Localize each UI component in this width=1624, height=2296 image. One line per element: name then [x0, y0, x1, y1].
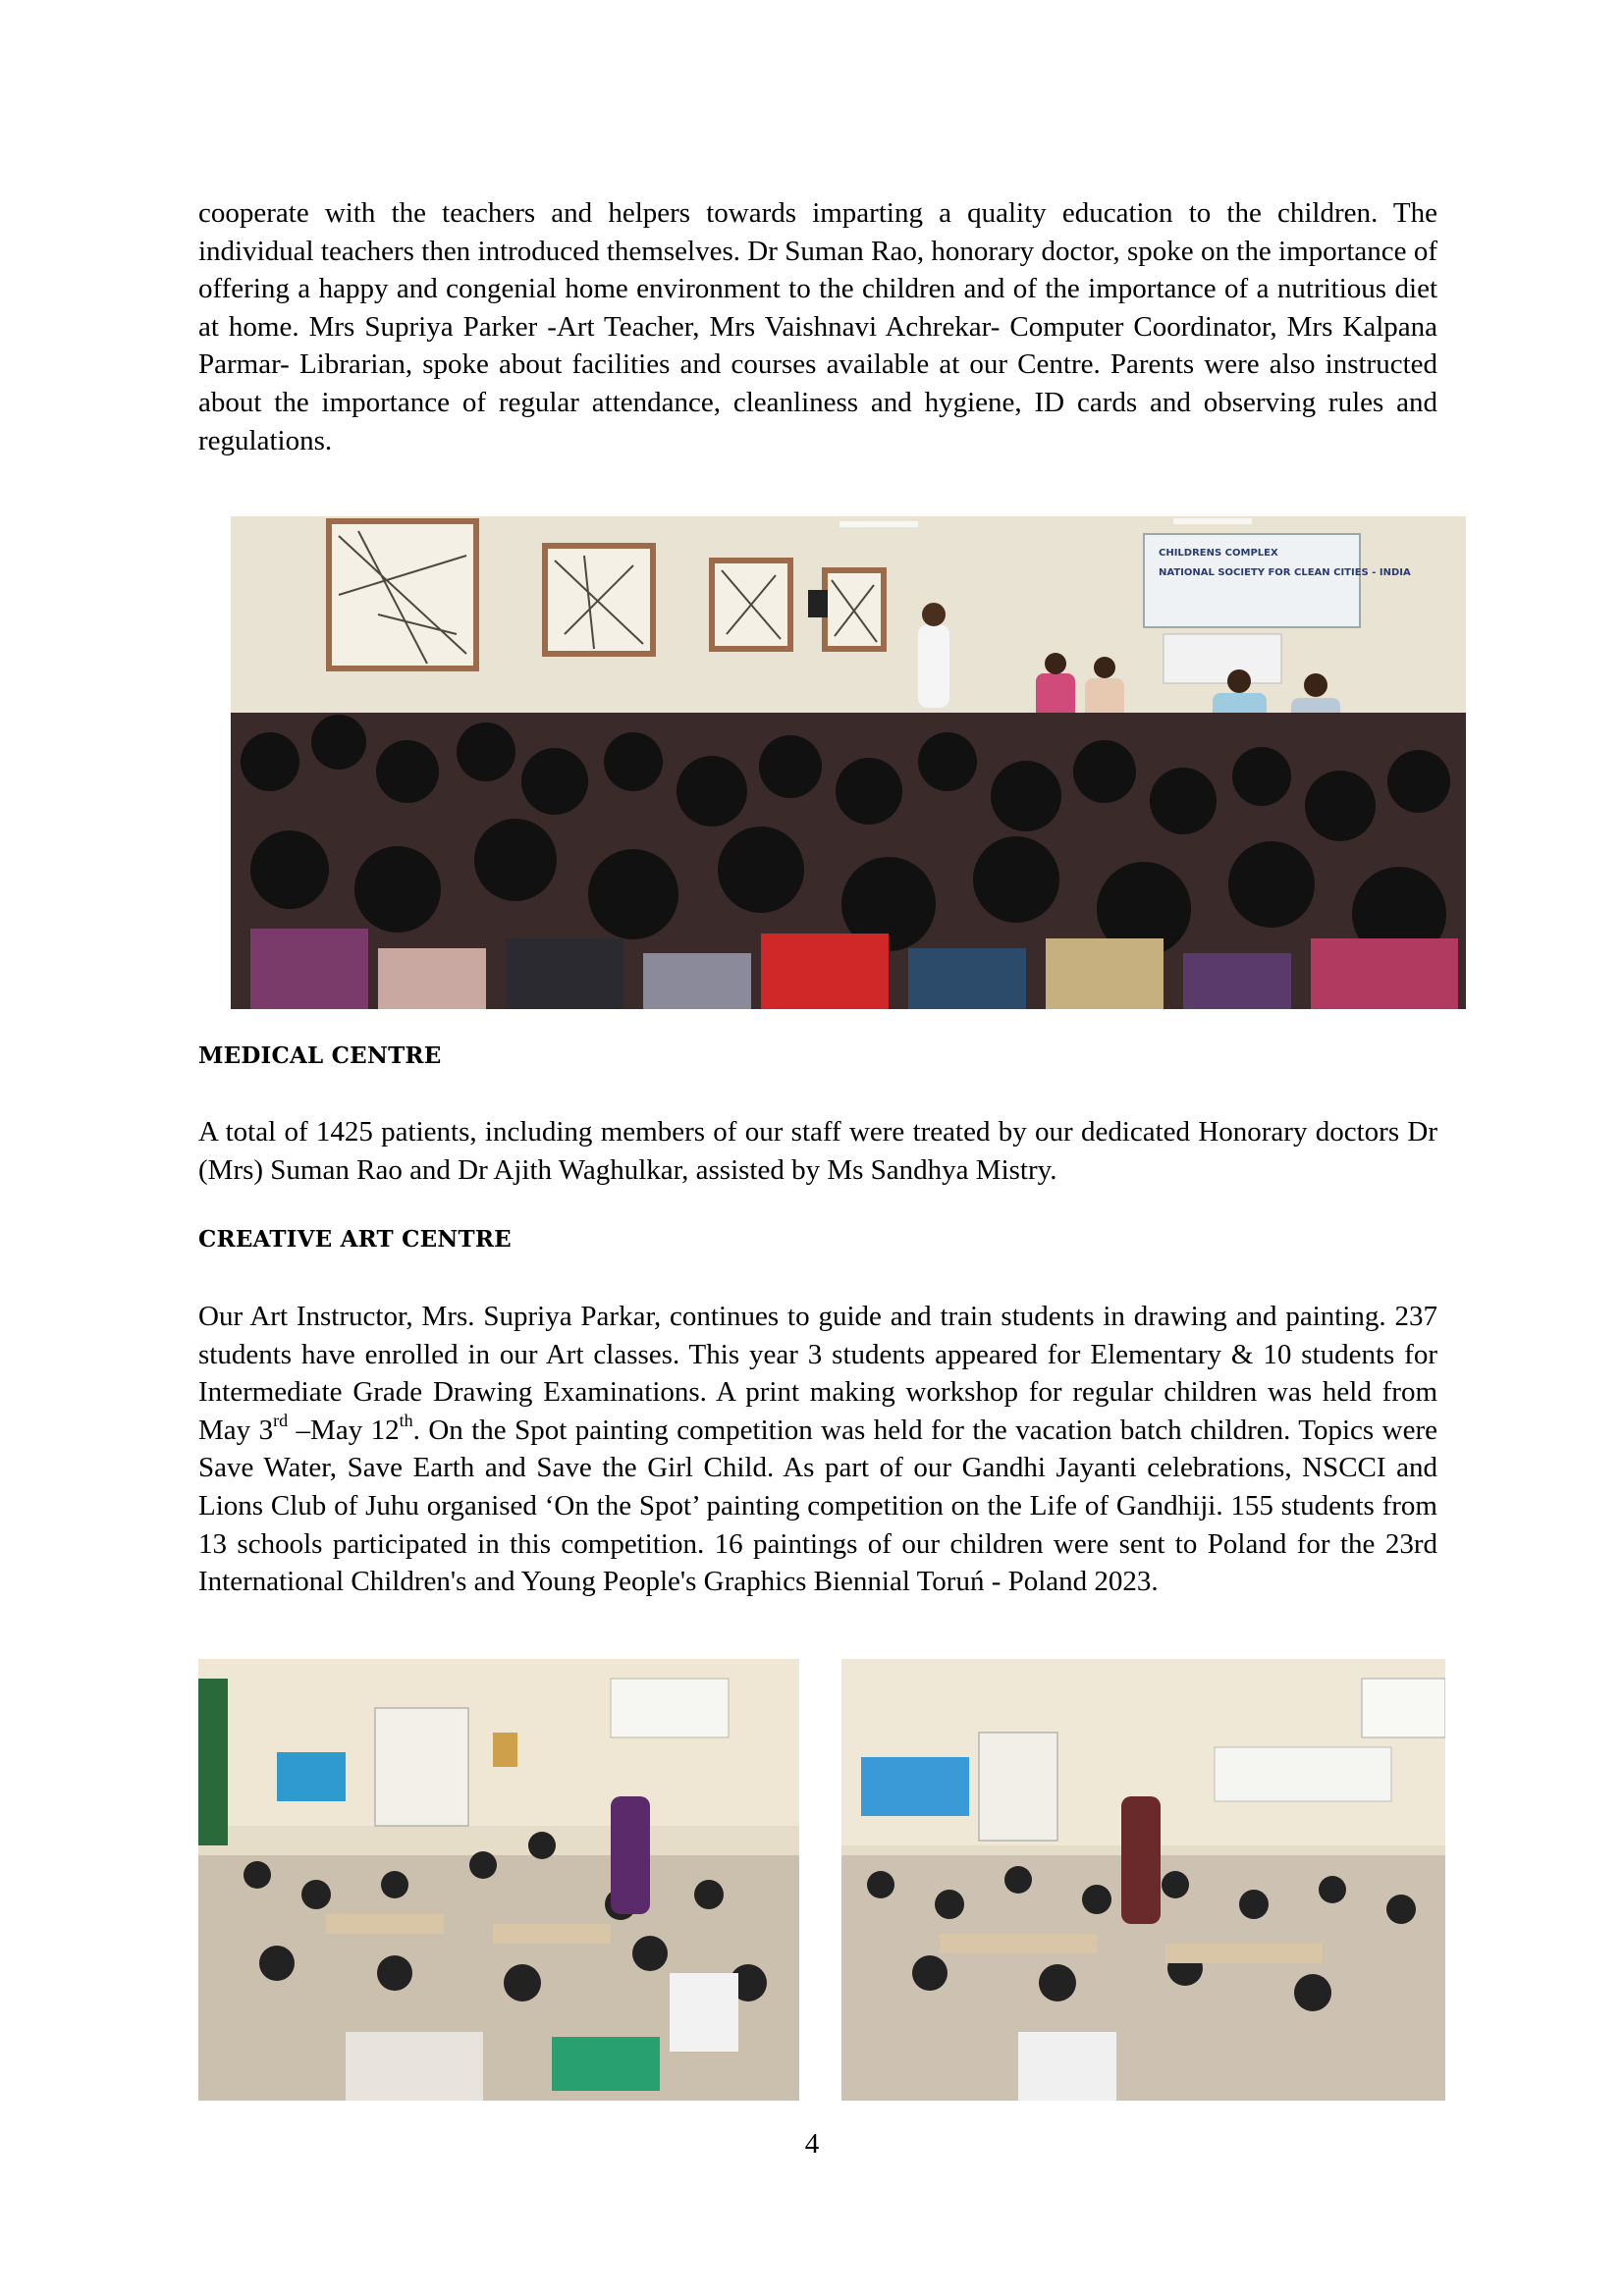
intro-paragraph: cooperate with the teachers and helpers towards imparting a quality education to the children. The individual teachers then introduced themselves. Dr Suman Rao, honorary doctor, spoke on the importance of offering a happy and congenial home environment to the children and of the importance of a nutritious diet at home. Mrs Supriya Parker -Art Teacher, Mrs Vaishnavi Achrekar- Computer Coordinator, Mrs Kalpana Parmar- Librarian, spoke about facilities and courses available at our Centre. Parents were also instructed about the importance of regular attendance, cleanliness and hygiene, ID cards and observing rules and regulations.: [198, 197, 1437, 456]
art-class-photo-right: [841, 1659, 1445, 2101]
art-section: [198, 1226, 1437, 1601]
medical-section: [198, 1042, 1437, 1189]
page-content: [198, 194, 1437, 459]
medical-centre-text: A total of 1425 patients, including members of our staff were treated by our dedicated Honorary doctors Dr (Mrs) Suman Rao and Dr Ajith Waghulkar, assisted by Ms Sandhya Mistry.: [198, 1116, 1437, 1186]
banner-line1: CHILDRENS COMPLEX: [1159, 548, 1278, 559]
banner-line2: NATIONAL SOCIETY FOR CLEAN CITIES - INDIA: [1159, 567, 1411, 578]
medical-centre-heading: MEDICAL CENTRE: [198, 1042, 442, 1069]
art-class-photo-left: [198, 1659, 799, 2101]
creative-art-centre-text: Our Art Instructor, Mrs. Supriya Parkar, continues to guide and train students in drawing and painting. 237 students have enrolled in our Art classes. This year 3 students appeared for Elementary & 10 students for Intermediate Grade Drawing Examinations. A print making workshop for regular children was held from May 3rd –May 12th. On the Spot painting competition was held for the vacation batch children. Topics were Save Water, Save Earth and Save the Girl Child. As part of our Gandhi Jayanti celebrations, NSCCI and Lions Club of Juhu organised ‘On the Spot’ painting competition on the Life of Gandhiji. 155 students from 13 schools participated in this competition. 16 paintings of our children were sent to Poland for the 23rd International Children's and Young People's Graphics Biennial Toruń - Poland 2023.: [198, 1301, 1437, 1598]
creative-art-centre-heading: CREATIVE ART CENTRE: [198, 1226, 512, 1253]
parents-meeting-photo: [231, 516, 1466, 1009]
page-number: 4: [804, 2128, 820, 2160]
